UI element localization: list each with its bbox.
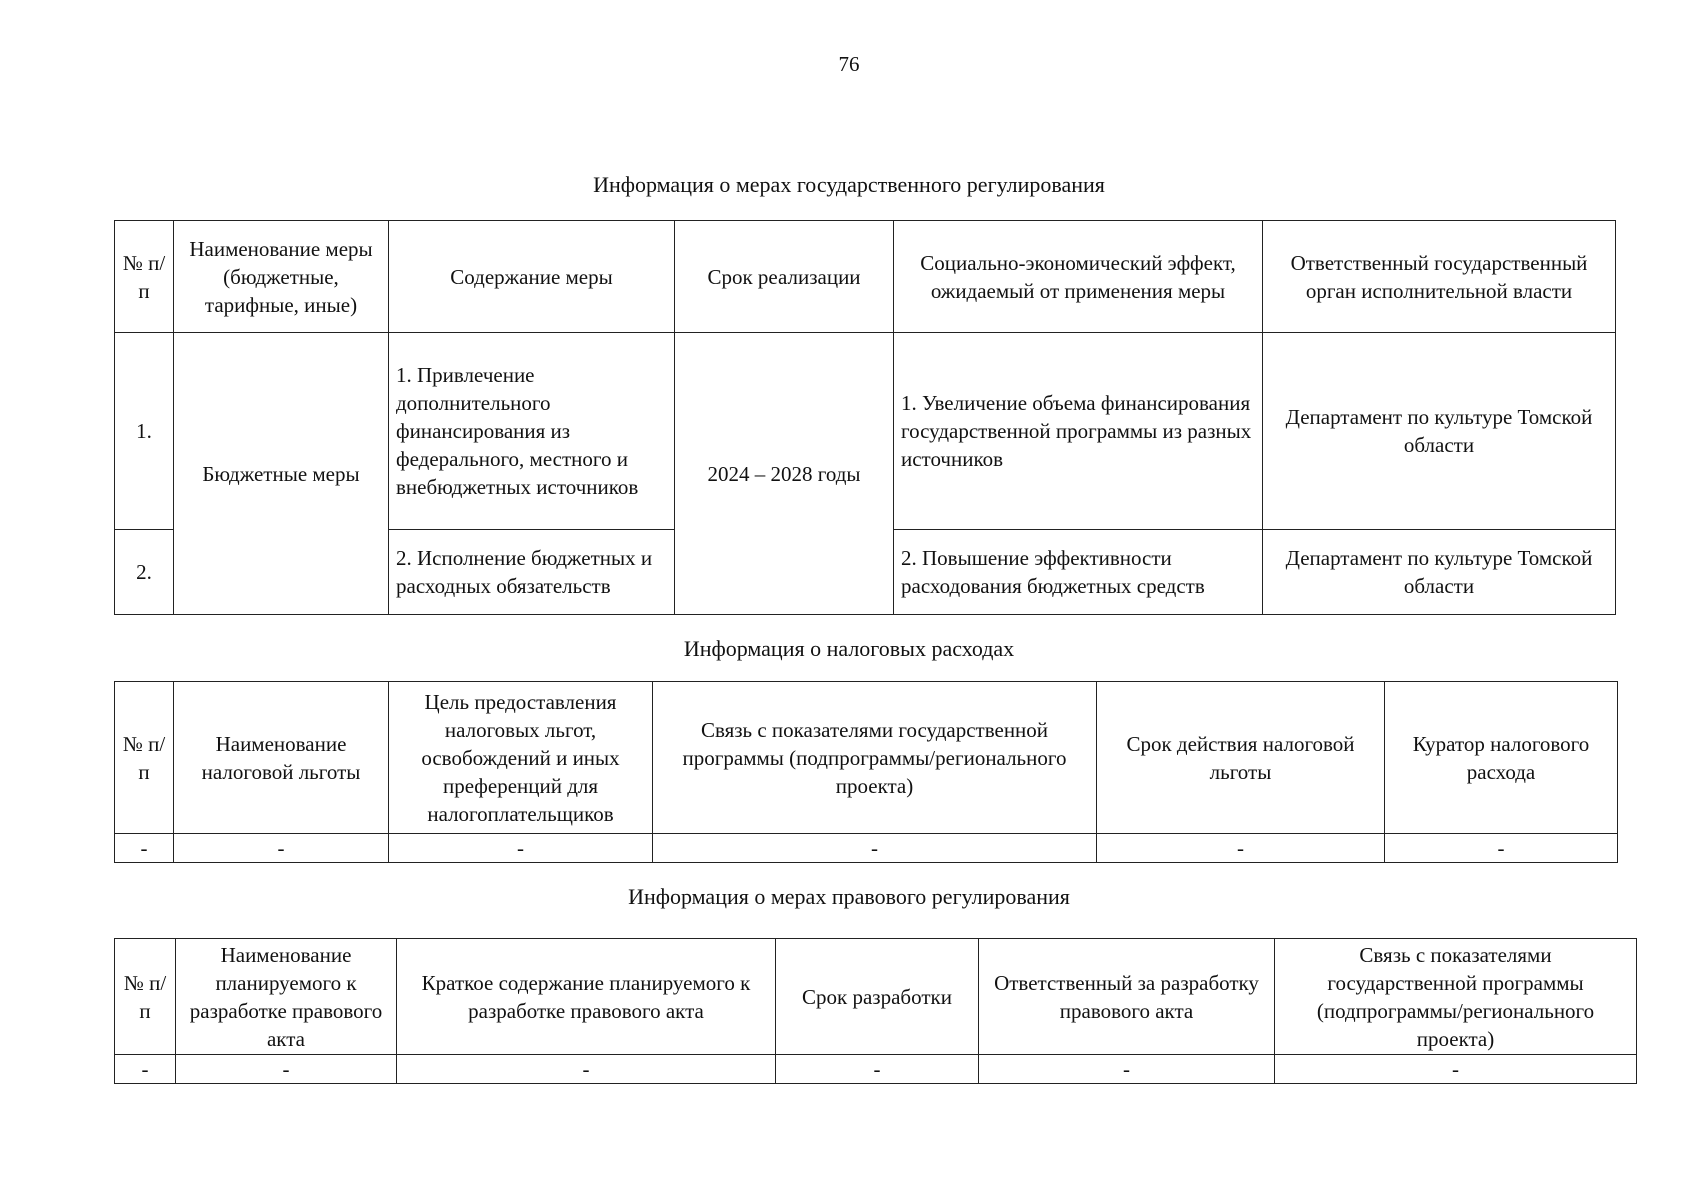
table-cell: - [115,834,174,863]
header-cell: Связь с показателями государственной программы (подпрограммы/регионального проекта) [653,682,1097,834]
table-row [115,333,1616,530]
section-title-legal-regulation: Информация о мерах правового регулирования [628,884,1070,909]
responsible-body-cell: Департамент по культуре Томской области [1263,530,1616,615]
table-cell: - [389,834,653,863]
header-cell: Ответственный за разработку правового акта [979,939,1275,1055]
responsible-body-cell: Департамент по культуре Томской области [1263,333,1616,530]
header-cell: Цель предоставления налоговых льгот, освобождений и иных преференций для налогоплательщиков [389,682,653,834]
measure-content-cell: 1. Привлечение дополнительного финансирования из федерального, местного и внебюджетных источников [389,333,675,530]
header-cell: Срок действия налоговой льготы [1097,682,1385,834]
header-cell: Наименование налоговой льготы [174,682,389,834]
table-cell: - [176,1055,397,1084]
header-cell: Наименование планируемого к разработке правового акта [176,939,397,1055]
header-cell: Социально-экономический эффект, ожидаемый от применения меры [894,221,1263,333]
header-cell: Ответственный государственный орган исполнительной власти [1263,221,1616,333]
tax-expenditures-table [114,681,1618,863]
header-cell: Куратор налогового расхода [1385,682,1618,834]
row-number: 1. [115,333,174,530]
header-cell: № п/п [115,939,176,1055]
row-number: 2. [115,530,174,615]
implementation-term-cell: 2024 – 2028 годы [675,333,894,615]
measure-content-cell: 2. Исполнение бюджетных и расходных обязательств [389,530,675,615]
header-cell: № п/п [115,221,174,333]
header-cell: Краткое содержание планируемого к разработке правового акта [397,939,776,1055]
header-cell: № п/п [115,682,174,834]
header-cell: Срок реализации [675,221,894,333]
table-cell: - [979,1055,1275,1084]
table-cell: - [1097,834,1385,863]
section-title-state-regulation: Информация о мерах государственного регулирования [593,172,1105,197]
table-cell: - [115,1055,176,1084]
effect-cell: 2. Повышение эффективности расходования бюджетных средств [894,530,1263,615]
state-regulation-table [114,220,1616,615]
table-cell: - [397,1055,776,1084]
header-cell: Срок разработки [776,939,979,1055]
table-header-row [115,939,1637,1055]
table-cell: - [776,1055,979,1084]
effect-cell: 1. Увеличение объема финансирования государственной программы из разных источников [894,333,1263,530]
header-cell: Наименование меры (бюджетные, тарифные, иные) [174,221,389,333]
measure-name-cell: Бюджетные меры [174,333,389,615]
table-row [115,1055,1637,1084]
legal-regulation-table [114,938,1637,1084]
table-cell: - [1275,1055,1637,1084]
table-row [115,834,1618,863]
section-title-tax-expenditures: Информация о налоговых расходах [683,636,1015,661]
table-header-row [115,682,1618,834]
header-cell: Связь с показателями государственной программы (подпрограммы/регионального проекта) [1275,939,1637,1055]
table-cell: - [653,834,1097,863]
page-number: 76 [838,52,860,76]
table-header-row [115,221,1616,333]
header-cell: Содержание меры [389,221,675,333]
table-cell: - [174,834,389,863]
table-cell: - [1385,834,1618,863]
